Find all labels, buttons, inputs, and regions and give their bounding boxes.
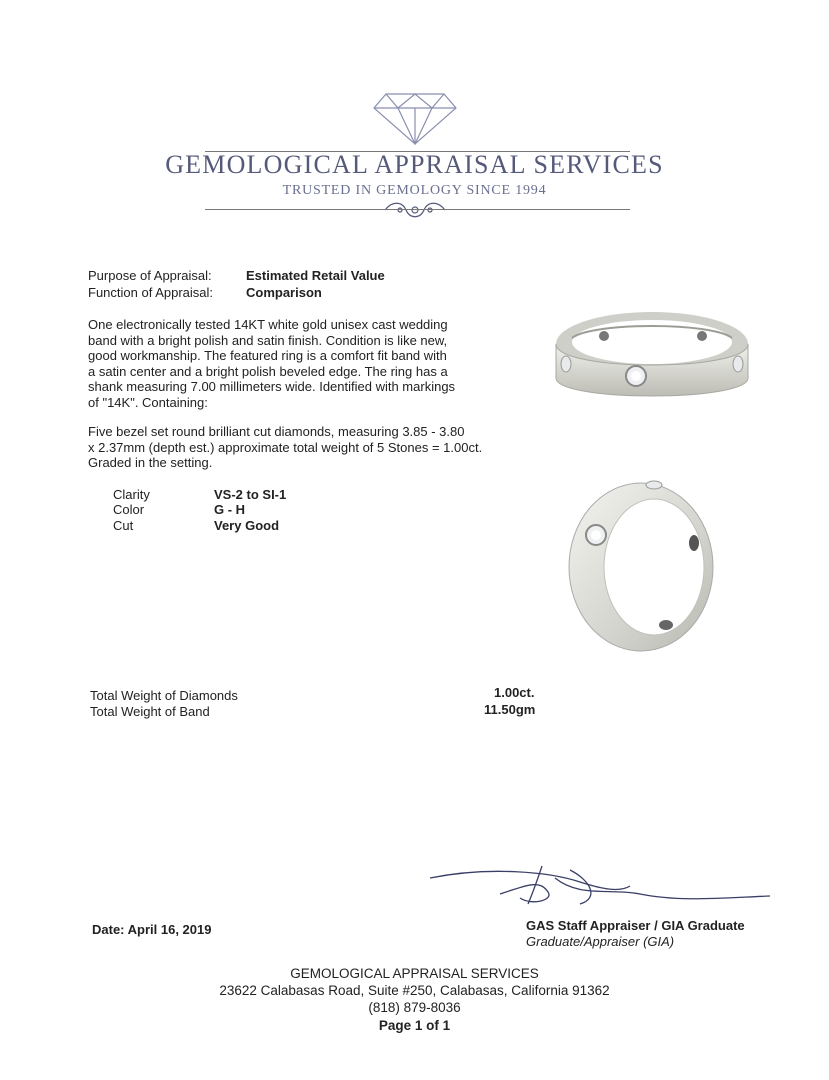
- appraiser-title: GAS Staff Appraiser / GIA Graduate: [526, 918, 745, 933]
- description-line: One electronically tested 14KT white gold unisex cast wedding: [88, 317, 448, 332]
- header-rule-bottom: [205, 209, 630, 210]
- purpose-label: Purpose of Appraisal:: [88, 268, 212, 283]
- total-diamond-weight-label: Total Weight of Diamonds: [90, 688, 238, 703]
- flourish-ornament-icon: [380, 199, 450, 221]
- cut-label: Cut: [113, 518, 134, 533]
- appraisal-date: Date: April 16, 2019: [92, 922, 212, 937]
- function-label: Function of Appraisal:: [88, 285, 214, 300]
- diamond-logo-icon: [372, 86, 458, 148]
- footer-address: 23622 Calabasas Road, Suite #250, Calabasas, California 91362: [219, 983, 610, 998]
- description-line: a satin center and a bright polish beveled edge. The ring has a: [88, 363, 448, 379]
- diamond-line: x 2.37mm (depth est.) approximate total weight of 5 Stones = 1.00ct.: [88, 439, 483, 455]
- description-line: shank measuring 7.00 millimeters wide. Identified with markings: [88, 379, 456, 394]
- diamond-description: [88, 424, 508, 471]
- brand-tagline: TRUSTED IN GEMOLOGY SINCE 1994: [282, 183, 547, 198]
- ring-side-view-image: [552, 302, 752, 420]
- ring-description: [88, 317, 508, 410]
- appraiser-subtitle: Graduate/Appraiser (GIA): [526, 934, 675, 949]
- cut-value: Very Good: [214, 518, 280, 533]
- brand-name: GEMOLOGICAL APPRAISAL SERVICES: [165, 150, 664, 179]
- clarity-value: VS-2 to SI-1: [214, 487, 287, 502]
- description-line: good workmanship. The featured ring is a comfort fit band with: [88, 348, 447, 363]
- description-line: band with a bright polish and satin finish. Condition is like new,: [88, 332, 448, 348]
- footer-phone: (818) 879-8036: [368, 1000, 461, 1015]
- total-band-weight-value: 11.50gm: [484, 702, 536, 717]
- diamond-line: Five bezel set round brilliant cut diamonds, measuring 3.85 - 3.80: [88, 424, 465, 439]
- purpose-value: Estimated Retail Value: [246, 268, 385, 283]
- diamond-line: Graded in the setting.: [88, 455, 213, 470]
- page-number: Page 1 of 1: [378, 1018, 451, 1033]
- description-line: of "14K". Containing:: [88, 394, 208, 410]
- color-value: G - H: [214, 502, 246, 517]
- total-diamond-weight-value: 1.00ct.: [494, 685, 535, 700]
- function-value: Comparison: [246, 285, 322, 300]
- ring-angle-view-image: [566, 475, 716, 655]
- footer-company: GEMOLOGICAL APPRAISAL SERVICES: [290, 966, 539, 981]
- clarity-label: Clarity: [113, 487, 150, 502]
- total-band-weight-label: Total Weight of Band: [90, 704, 210, 719]
- appraiser-signature: [430, 858, 775, 918]
- color-label: Color: [113, 502, 145, 517]
